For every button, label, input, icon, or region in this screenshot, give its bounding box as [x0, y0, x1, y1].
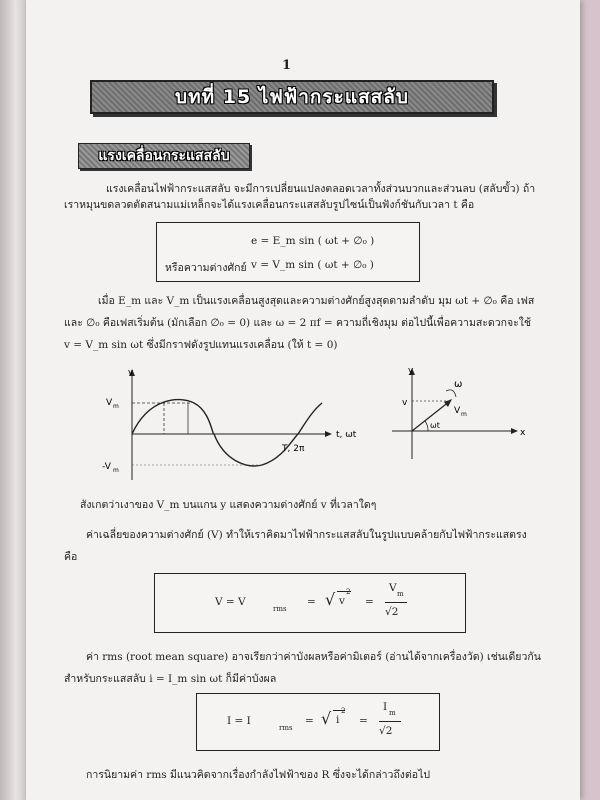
vm-label: V — [106, 398, 113, 408]
avg-line-1: ค่าเฉลี่ยของความต่างศักย์ (V) ทำให้เราคิดมาไฟฟ้ากระแสสลับในรูปแบบคล้ายกับไฟฟ้ากระแสตรง — [86, 529, 527, 541]
neg-vm-subscript: m — [113, 467, 119, 474]
emf-equation-box — [156, 222, 420, 282]
sqrt-sign-2: √ — [321, 709, 332, 728]
irms-left: I = I — [227, 715, 251, 727]
sqrt-sign: √ — [325, 590, 336, 609]
sine-wave-graph — [96, 365, 386, 483]
avg-line-2: คือ — [64, 551, 78, 563]
phasor-y-label: y — [408, 366, 414, 376]
sqrt-inner: v — [339, 595, 345, 607]
irms-subscript: rms — [279, 724, 293, 732]
neg-vm-label: -V — [102, 462, 111, 472]
phasor-diagram — [382, 365, 532, 465]
period-label: T, 2π — [282, 444, 305, 454]
x-axis-label: t, ωt — [336, 430, 357, 440]
note-text: สังเกตว่าเงาของ V_m บนแกน y แสดงความต่างศักย์ v ที่เวลาใดๆ — [80, 499, 377, 511]
emf-equation: e = E_m sin ( ωt + ∅₀ ) — [251, 235, 375, 247]
fraction-denominator: √2 — [385, 606, 399, 618]
sine-curve — [132, 400, 322, 466]
section-heading-box — [78, 143, 250, 169]
page-number: 1 — [282, 58, 292, 73]
footer-text: การนิยามค่า rms มีแนวคิดจากเรื่องกำลังไฟฟ้าของ R ซึ่งจะได้กล่าวถึงต่อไป — [86, 769, 431, 781]
vrms-equation-box — [154, 573, 466, 633]
fraction-numerator-2: I — [383, 701, 388, 713]
vm-subscript: m — [113, 403, 119, 410]
rotation-arc — [446, 390, 456, 397]
vrms-left: V = V — [215, 596, 246, 608]
angle-arc — [425, 421, 428, 431]
x-axis-arrow — [325, 431, 332, 437]
sqrt-exponent-2: 2 — [341, 707, 346, 715]
intro-line-1: แรงเคลื่อนไฟฟ้ากระแสสลับ จะมีการเปลี่ยนแปลงตลอดเวลาทั้งส่วนบวกและส่วนลบ (สลับขั้ว) ถ้า — [106, 183, 536, 195]
phasor-v-label: v — [402, 398, 408, 408]
omega-t-label: ωt — [430, 421, 440, 430]
phasor-x-arrow — [511, 428, 518, 434]
sqrt-inner-2: i — [336, 714, 340, 726]
binder-edge — [0, 0, 26, 800]
fraction-numerator: V — [389, 582, 397, 594]
irms-equation-box — [196, 693, 440, 751]
omega-label: ω — [454, 379, 463, 390]
intro-line-2: เราหมุนขดลวดตัดสนามแม่เหล็กจะได้แรงเคลื่อนกระแสสลับรูปไซน์เป็นฟังก์ชันกับเวลา t คือ — [64, 199, 475, 211]
phasor-vm-subscript: m — [461, 411, 467, 418]
desc-line-2: และ ∅₀ คือเฟสเริ่มต้น (มักเลือก ∅₀ = 0) และ ω = 2 πf = ความถี่เชิงมุม ต่อไปนี้เพื่อความสะดวกจะใช้ — [64, 317, 532, 329]
section-title: แรงเคลื่อนกระแสสลับ — [98, 148, 230, 164]
rms-line-1: ค่า rms (root mean square) อาจเรียกว่าค่าบังผลหรือค่ามิเตอร์ (อ่านได้จากเครื่องวัด) เช่นเดียวกัน — [86, 651, 541, 663]
vrms-eq2: = — [365, 596, 374, 608]
document-page — [26, 0, 580, 800]
phasor-vm-label: V — [454, 406, 461, 416]
y-axis-label: v — [128, 368, 134, 378]
rms-line-2: สำหรับกระแสสลับ i = I_m sin ωt ก็มีค่าบังผล — [64, 673, 277, 685]
fraction-bar — [385, 602, 407, 603]
desc-line-3: v = V_m sin ωt ซึ่งมีกราฟดังรูปแทนแรงเคลื่อน (ให้ t = 0) — [64, 339, 338, 351]
vrms-eq1: = — [307, 596, 316, 608]
sqrt-exponent: 2 — [346, 588, 351, 596]
phasor-x-label: x — [520, 428, 526, 438]
voltage-label: หรือความต่างศักย์ — [165, 262, 247, 274]
irms-eq2: = — [359, 715, 368, 727]
desc-line-1: เมื่อ E_m และ V_m เป็นแรงเคลื่อนสูงสุดและความต่างศักย์สูงสุดตามลำดับ มุม ωt + ∅₀ คือ เฟส — [98, 295, 535, 307]
irms-eq1: = — [305, 715, 314, 727]
chapter-title: บทที่ 15 ไฟฟ้ากระแสสลับ — [175, 86, 409, 108]
voltage-equation: v = V_m sin ( ωt + ∅₀ ) — [251, 259, 374, 271]
vrms-subscript: rms — [273, 605, 287, 613]
fraction-numerator-sub-2: m — [389, 709, 396, 717]
background-strip — [580, 0, 600, 800]
phasor-vector-head — [444, 399, 452, 407]
fraction-numerator-sub: m — [397, 590, 404, 598]
chapter-title-banner — [90, 80, 494, 114]
fraction-denominator-2: √2 — [379, 725, 393, 737]
fraction-bar-2 — [379, 721, 401, 722]
